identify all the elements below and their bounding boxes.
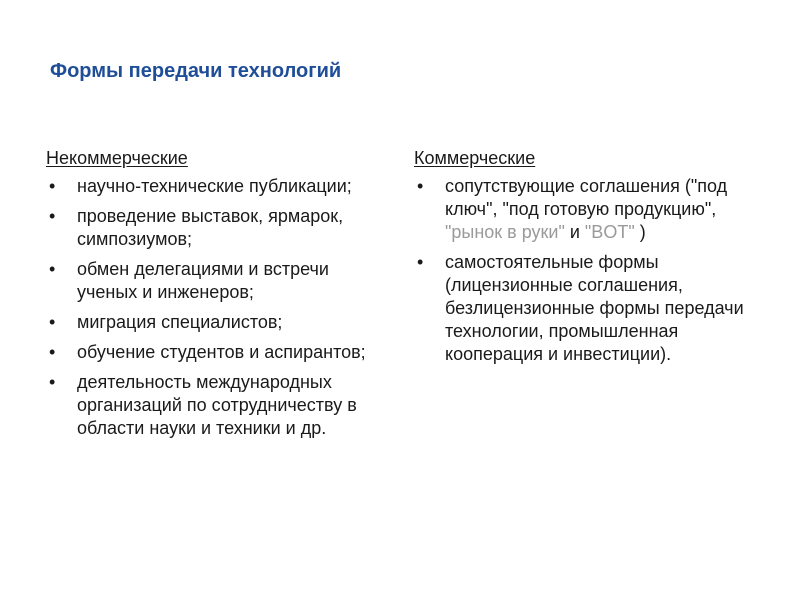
list-item xyxy=(414,251,759,366)
noncommercial-list xyxy=(46,175,391,440)
list-item xyxy=(46,371,391,440)
commercial-list xyxy=(414,175,759,366)
bullet-icon: • xyxy=(49,259,56,279)
list-item-text-part: ) xyxy=(634,222,646,242)
list-item-text-part: сопутствующие соглашения ("под ключ", "под готовую продукцию", xyxy=(445,176,728,219)
list-item xyxy=(46,258,391,304)
slide-title: Формы передачи технологий xyxy=(50,60,342,82)
commercial-heading: Коммерческие xyxy=(414,148,536,168)
list-item xyxy=(46,311,391,334)
list-item-text: обмен делегациями и встречи ученых и инженеров; xyxy=(77,259,329,302)
list-item xyxy=(414,175,759,244)
muted-term: "рынок в руки" xyxy=(445,222,565,242)
list-item-text: миграция специалистов; xyxy=(77,312,283,332)
list-item-text: научно-технические публикации; xyxy=(77,176,352,196)
bullet-icon: • xyxy=(49,206,56,226)
bullet-icon: • xyxy=(49,176,56,196)
muted-term: "BOT" xyxy=(584,222,635,242)
noncommercial-column xyxy=(46,147,391,447)
bullet-icon: • xyxy=(417,252,424,272)
list-item-text-part: и xyxy=(564,222,585,242)
list-item xyxy=(46,341,391,364)
list-item-text: обучение студентов и аспирантов; xyxy=(77,342,366,362)
bullet-icon: • xyxy=(49,372,56,392)
list-item-text xyxy=(445,176,727,242)
list-item-text: самостоятельные формы (лицензионные соглашения, безлицензионные формы передачи технологии, промышленная кооперация и инвестиции). xyxy=(445,252,744,364)
commercial-column xyxy=(414,147,759,373)
list-item-text: деятельность международных организаций по сотрудничеству в области науки и техники и др. xyxy=(77,372,357,438)
list-item-text: проведение выставок, ярмарок, симпозиумов; xyxy=(77,206,344,249)
bullet-icon: • xyxy=(49,342,56,362)
list-item xyxy=(46,175,391,198)
list-item xyxy=(46,205,391,251)
bullet-icon: • xyxy=(49,312,56,332)
bullet-icon: • xyxy=(417,176,424,196)
noncommercial-heading: Некоммерческие xyxy=(46,148,188,168)
